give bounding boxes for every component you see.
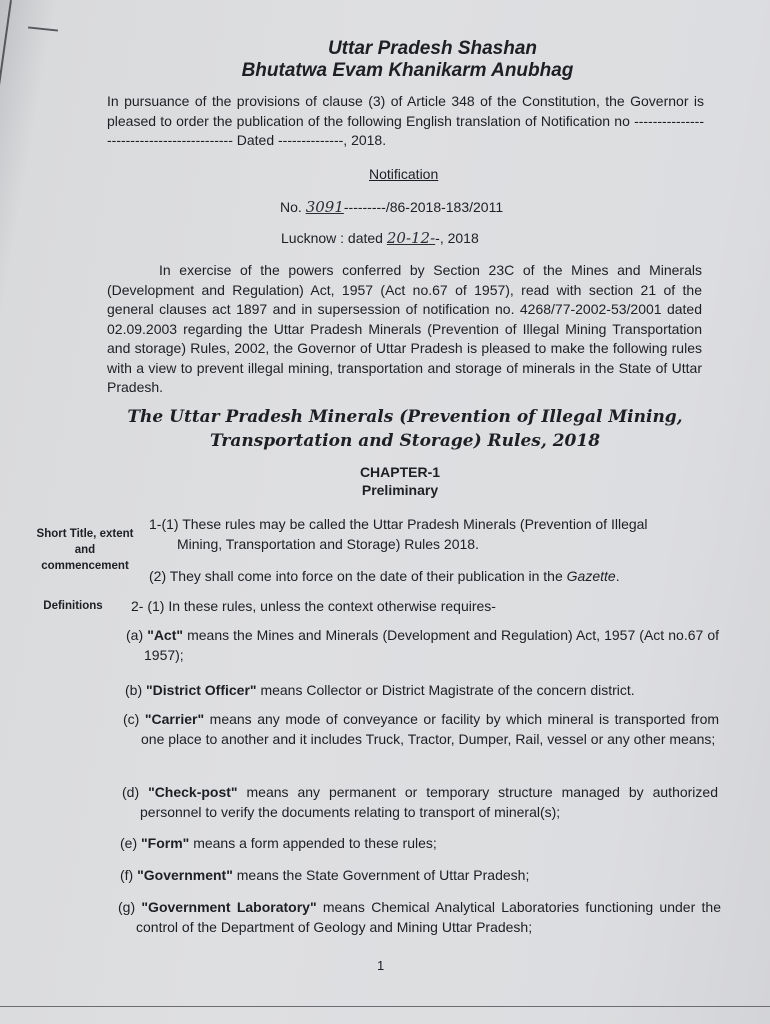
rule-1-1-line-a: 1-(1) These rules may be called the Uttar Pradesh Minerals (Prevention of Illegal	[149, 516, 648, 532]
rules-title-line-2: Transportation and Storage) Rules, 2018	[209, 431, 601, 451]
definition-label: (a)	[126, 627, 144, 643]
margin-note-short-title: Short Title, extent and commencement	[36, 528, 134, 572]
definition-label: (e)	[120, 835, 138, 851]
notification-no-suffix: ---------/86-2018-183/2011	[343, 199, 504, 215]
definition-label: (b)	[125, 682, 143, 698]
definition-term: "Act"	[147, 627, 184, 643]
page-edge-mark	[28, 26, 58, 31]
rule-1-2-gazette: Gazette	[566, 568, 616, 584]
bottom-rule-line	[0, 1006, 770, 1007]
definition-text: means Collector or District Magistrate of the concern district.	[260, 682, 635, 698]
definition-term: "Government Laboratory"	[141, 899, 317, 915]
definition-label: (g)	[118, 899, 136, 915]
definition-label: (c)	[123, 711, 140, 727]
rules-title	[0, 405, 770, 453]
rule-1-2-text: (2) They shall come into force on the date of their publication in the	[149, 568, 563, 584]
rule-1-2-end: .	[615, 568, 620, 584]
definition-text: means the Mines and Minerals (Development and Regulation) Act, 1957 (Act no.67 of 1957);	[144, 627, 720, 663]
definition-term: "Carrier"	[144, 711, 205, 727]
definition-item	[126, 626, 719, 665]
definition-term: "Check-post"	[148, 784, 238, 800]
chapter-number: CHAPTER-1	[359, 464, 441, 480]
definition-term: "Government"	[137, 867, 233, 883]
chapter-name: Preliminary	[361, 482, 439, 498]
intro-paragraph: In pursuance of the provisions of clause (3) of Article 348 of the Constitution, the Governor is pleased to order the publication of the following English translation of Notification no ------------------------------------------ Dated --------------, 2018.	[107, 93, 704, 148]
definition-text: means any mode of conveyance or facility by which mineral is transported from one place to another and it includes Truck, Tractor, Dumper, Rail, vessel or any other means;	[141, 711, 720, 747]
handwritten-number: 3091	[305, 198, 344, 216]
header-line-2: Bhutatwa Evam Khanikarm Anubhag	[241, 60, 574, 81]
handwritten-date: 20-12-	[386, 229, 436, 247]
definition-item	[120, 834, 718, 854]
definition-label: (d)	[122, 784, 140, 800]
notification-date	[281, 229, 479, 247]
rule-1-1	[149, 514, 702, 554]
definition-item	[118, 898, 721, 937]
definition-item	[122, 783, 718, 822]
chapter-heading	[0, 463, 770, 499]
date-prefix: Lucknow : dated	[281, 230, 383, 246]
definition-text: means any permanent or temporary structure managed by authorized personnel to verify the documents relating to transport of mineral(s);	[140, 784, 718, 820]
header-line-1: Uttar Pradesh Shashan	[327, 38, 538, 59]
definition-term: "District Officer"	[146, 682, 257, 698]
date-suffix: -, 2018	[435, 230, 479, 246]
definition-item	[125, 681, 723, 701]
definition-item	[120, 866, 718, 886]
definition-text: means Chemical Analytical Laboratories functioning under the control of the Department of Geology and Mining Uttar Pradesh;	[136, 899, 721, 935]
definition-text: means the State Government of Uttar Pradesh;	[236, 867, 530, 883]
page-number: 1	[377, 958, 385, 973]
rules-title-line-1: The Uttar Pradesh Minerals (Prevention of Illegal Mining,	[127, 407, 683, 427]
definition-text: means a form appended to these rules;	[193, 835, 437, 851]
notification-number	[280, 198, 503, 216]
notification-no-prefix: No.	[280, 199, 302, 215]
rule-1-2	[149, 566, 709, 586]
margin-note-definitions: Definitions	[43, 600, 103, 612]
definition-term: "Form"	[141, 835, 190, 851]
definition-item	[123, 710, 719, 749]
notification-title: Notification	[369, 166, 439, 182]
rule-2-1: 2- (1) In these rules, unless the context otherwise requires-	[131, 598, 496, 614]
preamble-paragraph: In exercise of the powers conferred by Section 23C of the Mines and Minerals (Development and Regulation) Act, 1957 (Act no.67 of 1957), read with section 21 of the general clauses act 1897 and in supersession of notification no. 4268/77-2002-53/2001 dated 02.09.2003 regarding the Uttar Pradesh Minerals (Prevention of Illegal Mining Transportation and storage) Rules, 2002, the Governor of Uttar Pradesh is pleased to make the following rules with a view to prevent illegal mining, transportation and storage of minerals in the State of Uttar Pradesh.	[107, 262, 702, 395]
definition-label: (f)	[120, 867, 134, 883]
rule-1-1-line-b: Mining, Transportation and Storage) Rules 2018.	[177, 536, 479, 552]
